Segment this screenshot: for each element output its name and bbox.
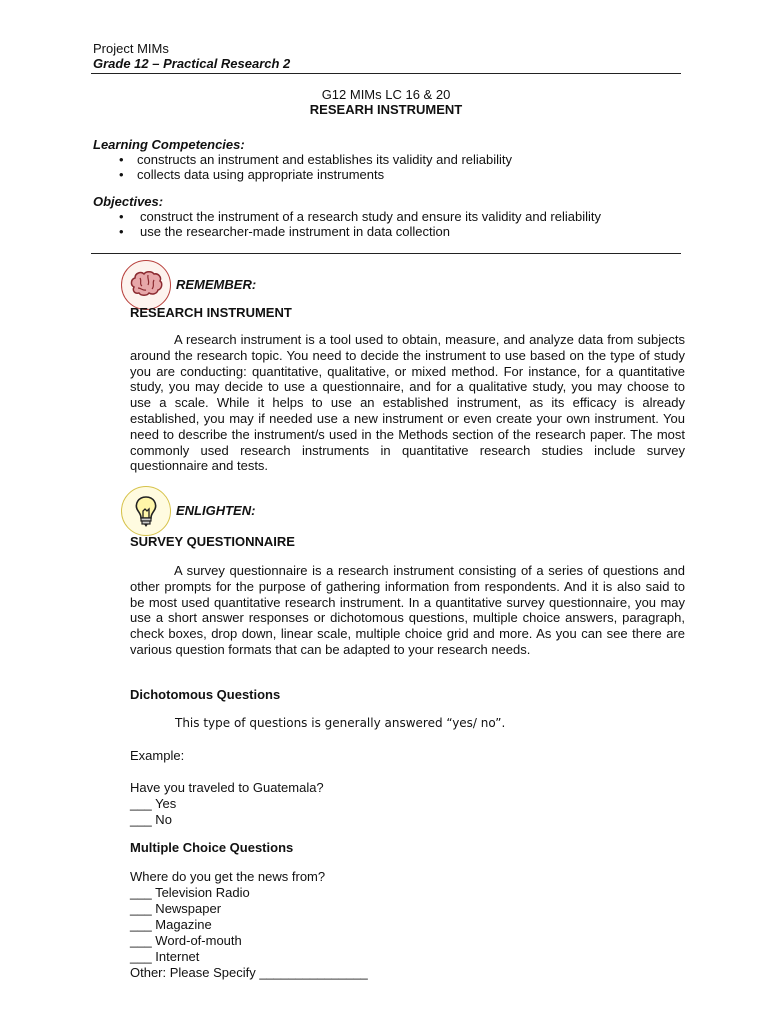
other-option: Other: Please Specify _______________	[130, 965, 368, 980]
answer-option: ___ Internet	[130, 949, 200, 964]
competency-item: • collects data using appropriate instruments	[115, 167, 512, 182]
objective-item: • use the researcher-made instrument in data collection	[115, 224, 601, 239]
section-divider	[91, 253, 681, 254]
multiple-choice-heading: Multiple Choice Questions	[130, 840, 294, 855]
remember-paragraph: A research instrument is a tool used to obtain, measure, and analyze data from subjects around the research topic. You need to decide the instrument to use based on the type of study you are conducting: quantitative, qualitative, or mixed method. For instance, for a quantitative study, you may decide to use a questionnaire, and for a qualitative study, you may choose to use a scale. While it helps to use an established instrument, as its efficacy is already established, you may if needed use a new instrument or even create your own instrument. You need to describe the instrument/s used in the Methods section of the research paper. The most commonly used research instruments in quantitative research studies include survey questionnaire and tests.	[130, 332, 685, 474]
multiple-choice-question: Where do you get the news from?	[130, 869, 326, 884]
dichotomous-question: Have you traveled to Guatemala?	[130, 780, 324, 795]
answer-option: ___ Magazine	[130, 917, 212, 932]
remember-heading: RESEARCH INSTRUMENT	[130, 305, 292, 320]
answer-option: ___ Word-of-mouth	[130, 933, 242, 948]
enlighten-label: ENLIGHTEN:	[176, 503, 256, 518]
remember-label: REMEMBER:	[176, 277, 257, 292]
enlighten-heading: SURVEY QUESTIONNAIRE	[130, 534, 295, 549]
header-divider	[91, 73, 681, 74]
objective-item: • construct the instrument of a research study and ensure its validity and reliability	[115, 209, 601, 224]
competency-item: • constructs an instrument and establishes its validity and reliability	[115, 152, 512, 167]
project-name: Project MIMs	[93, 41, 169, 56]
brain-icon	[121, 260, 171, 310]
dichotomous-description: This type of questions is generally answered “yes/ no”.	[175, 716, 506, 730]
example-label: Example:	[130, 748, 185, 763]
answer-option: ___ No	[130, 812, 172, 827]
enlighten-paragraph: A survey questionnaire is a research instrument consisting of a series of questions and other prompts for the purpose of gathering information from respondents. And it is also said to be most used quantitative research instrument. In a quantitative survey questionnaire, you may use a short answer responses or dichotomous questions, multiple choice answers, paragraph, check boxes, drop down, linear scale, multiple choice grid and more. As you can see there are various question formats that can be adapted to your research needs.	[130, 563, 685, 657]
page-title: RESEARH INSTRUMENT	[309, 102, 463, 117]
competencies-list	[115, 152, 512, 182]
lightbulb-icon	[121, 486, 171, 536]
competencies-heading: Learning Competencies:	[93, 137, 245, 152]
answer-option: ___ Yes	[130, 796, 177, 811]
answer-option: ___ Newspaper	[130, 901, 222, 916]
objectives-list	[115, 209, 601, 239]
objectives-heading: Objectives:	[93, 194, 164, 209]
lesson-code: G12 MIMs LC 16 & 20	[321, 87, 451, 102]
dichotomous-heading: Dichotomous Questions	[130, 687, 281, 702]
course-name: Grade 12 – Practical Research 2	[93, 56, 291, 71]
answer-option: ___ Television Radio	[130, 885, 250, 900]
